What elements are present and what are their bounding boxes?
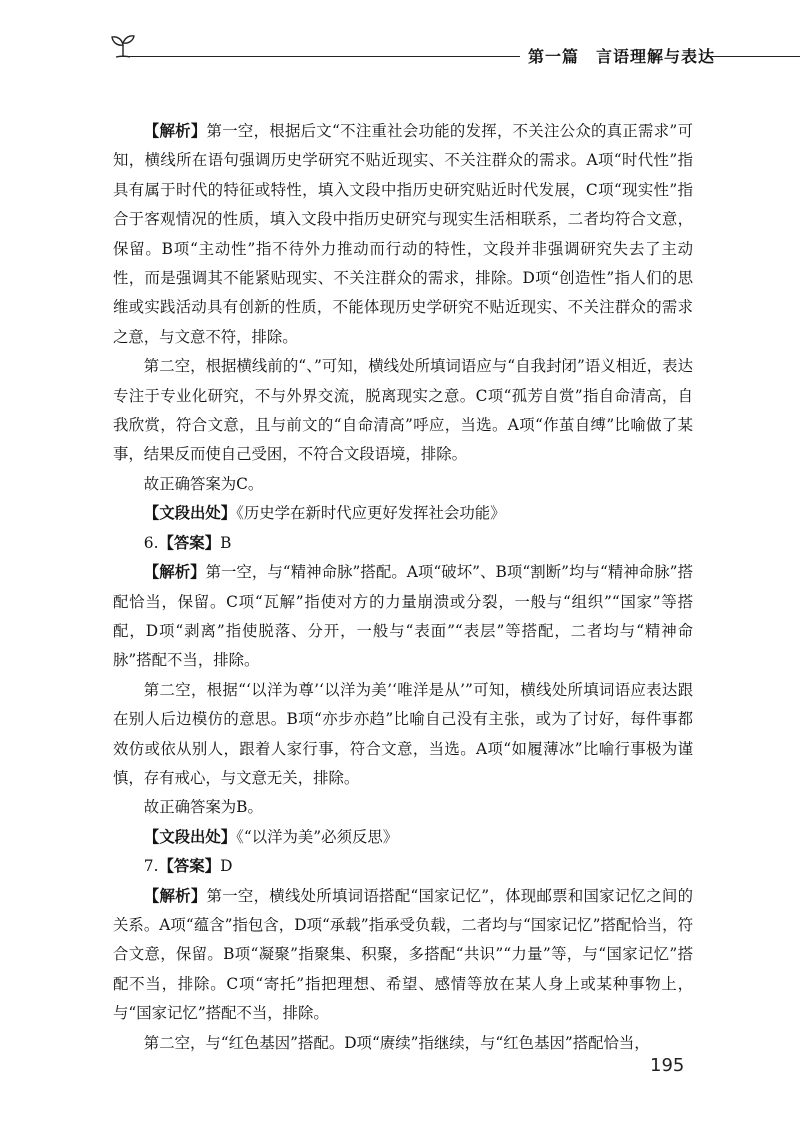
paragraph-text: D (220, 857, 233, 876)
paragraph (113, 117, 693, 352)
section-tag-label: 答案 (173, 857, 205, 876)
section-tag: 【答案】 (158, 533, 221, 552)
header-rule-left (124, 56, 520, 57)
section-tag: 【解析】 (143, 886, 207, 905)
section-tag: 【解析】 (143, 122, 207, 140)
section-tag-label: 文段出处 (159, 504, 221, 523)
paragraph (113, 793, 693, 822)
section-tag-label: 解析 (159, 886, 191, 905)
paragraph (113, 1029, 693, 1058)
section-tag-label: 解析 (159, 122, 191, 140)
section-tag-label: 文段出处 (159, 827, 221, 846)
section-tag-label: 解析 (159, 563, 191, 582)
paragraph-text: 第二空，根据“‘以洋为尊’‘以洋为美’‘唯洋是从’”可知，横线处所填词语应表达跟在别人后边模仿的意思。B项“亦步亦趋”比喻自己没有主张，或为了讨好，每件事都效仿或依从别人，跟着人家行事，符合文意，当选。A项“如履薄冰”比喻行事极为谨慎，存有戒心，与文意无关，排除。 (113, 680, 693, 787)
paragraph-text: 第一空，根据后文“不注重社会功能的发挥，不关注公众的真正需求”可知，横线所在语句强调历史学研究不贴近现实、不关注群众的需求。A项“时代性”指具有属于时代的特征或特性，填入文段中指历史研究贴近时代发展，C项“现实性”指合于客观情况的性质，填入文段中指历史研究与现实生活相联系，二者均符合文意，保留。B项“主动性”指不待外力推动而行动的特性，文段并非强调研究失去了主动性，而是强调其不能紧贴现实、不关注群众的需求，排除。D项“创造性”指人们的思维或实践活动具有创新的性质，不能体现历史学研究不贴近现实、不关注群众的需求之意，与文意不符，排除。 (113, 122, 693, 346)
section-tag: 【文段出处】 (143, 827, 237, 846)
paragraph-text: B (220, 533, 232, 552)
paragraph (113, 852, 693, 881)
paragraph (113, 352, 693, 470)
body-text (113, 117, 693, 1058)
paragraph-text: 第一空，横线处所填词语搭配“国家记忆”，体现邮票和国家记忆之间的关系。A项“蕴含”指包含，D项“承载”指承受负载，二者均与“国家记忆”搭配恰当，符合文意，保留。B项“凝聚”指聚集、积聚，多搭配“共识”“力量”等，与“国家记忆”搭配不当，排除。C项“寄托”指把理想、希望、感情等放在某人身上或某种事物上，与“国家记忆”搭配不当，排除。 (113, 886, 693, 1023)
paragraph (113, 558, 693, 676)
paragraph-text: 故正确答案为C。 (143, 474, 264, 493)
section-tag: 【解析】 (143, 563, 206, 582)
section-tag: 【答案】 (158, 857, 221, 876)
chapter-title: 第一篇 言语理解与表达 (528, 47, 716, 66)
section-tag: 【文段出处】 (143, 504, 237, 523)
paragraph (113, 823, 693, 852)
paragraph-text: 故正确答案为B。 (143, 798, 263, 817)
paragraph-text: 第二空，根据横线前的“、”可知，横线处所填词语应与“自我封闭”语义相近，表达专注于专业化研究，不与外界交流，脱离现实之意。C项“孤芳自赏”指自命清高，自我欣赏，符合文意，且与前文的“自命清高”呼应，当选。A项“作茧自缚”比喻做了某事，结果反而使自己受困，不符合文段语境，排除。 (113, 357, 693, 464)
question-number: 6. (143, 533, 159, 552)
paragraph-text: 《历史学在新时代应更好发挥社会功能》 (236, 504, 506, 523)
paragraph-text: 《“以洋为美”必须反思》 (236, 827, 399, 846)
paragraph (113, 882, 693, 1029)
header-rule-right (708, 56, 800, 57)
paragraph (113, 676, 693, 794)
paragraph (113, 470, 693, 499)
paragraph (113, 499, 693, 528)
question-number: 7. (143, 857, 159, 876)
paragraph (113, 529, 693, 558)
page-number: 195 (650, 1055, 685, 1076)
section-tag-label: 答案 (173, 533, 205, 552)
paragraph-text: 第二空，与“红色基因”搭配。D项“赓续”指继续，与“红色基因”搭配恰当， (143, 1033, 650, 1052)
page-header (108, 30, 800, 70)
paragraph-text: 第一空，与“精神命脉”搭配。A项“破坏”、B项“割断”均与“精神命脉”搭配恰当，保留。C项“瓦解”指使对方的力量崩溃或分裂，一般与“组织”“国家”等搭配，D项“剥离”指使脱落、分开，一般与“表面”“表层”等搭配，二者均与“精神命脉”搭配不当，排除。 (113, 563, 693, 670)
